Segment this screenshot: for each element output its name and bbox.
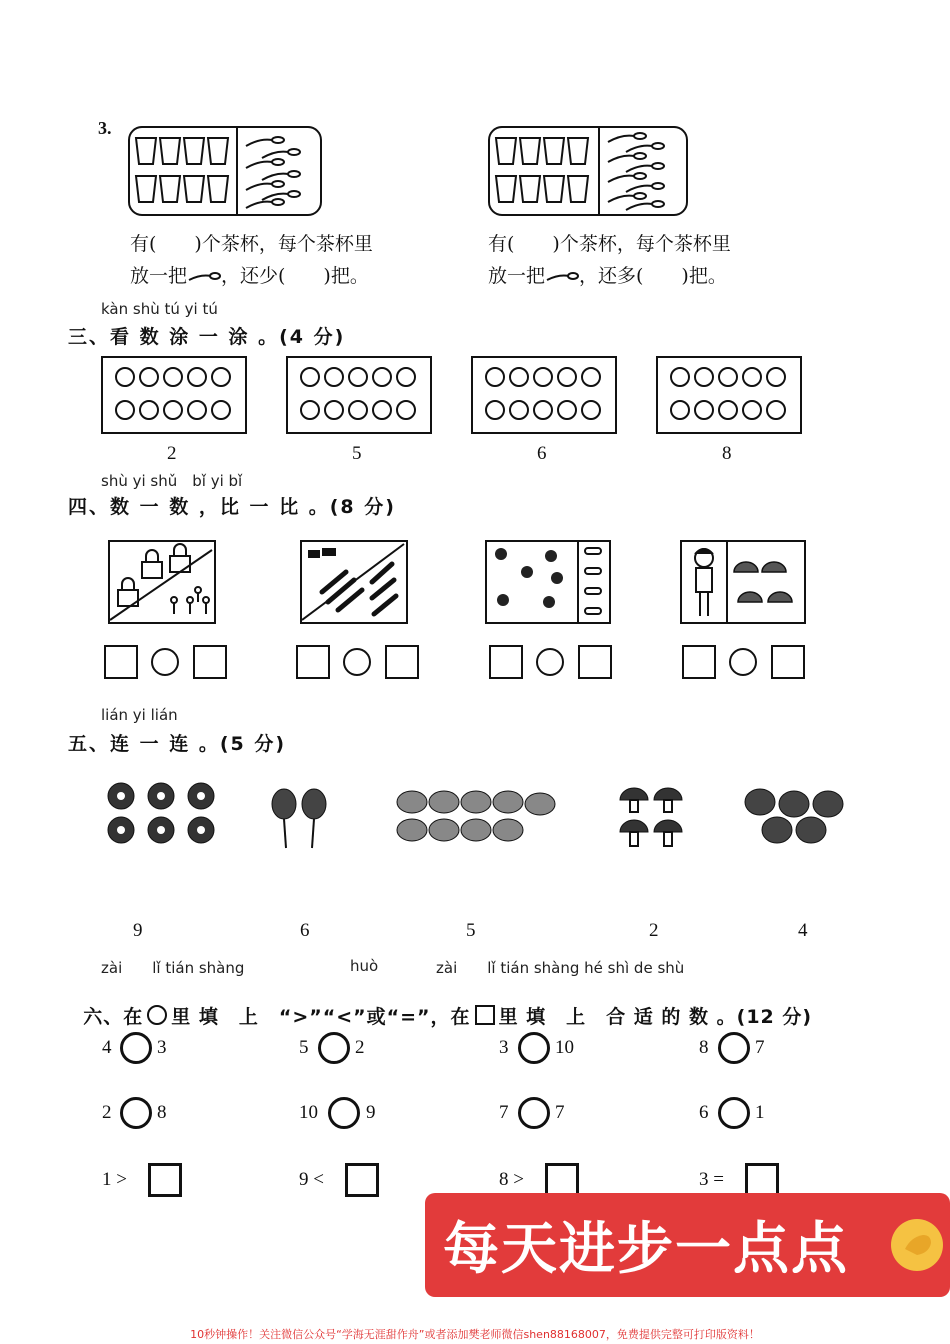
left-number: 7 — [499, 1102, 509, 1123]
right-number: 2 — [355, 1037, 365, 1058]
compare-circle[interactable] — [718, 1032, 750, 1064]
answer-box[interactable] — [578, 645, 612, 679]
compare-circle[interactable] — [151, 648, 179, 676]
left-number: 3 — [499, 1037, 509, 1058]
inequality-prefix: 8 > — [499, 1169, 524, 1190]
compare-circle[interactable] — [718, 1097, 750, 1129]
compare-circle[interactable] — [120, 1032, 152, 1064]
pencils-picture — [300, 540, 408, 624]
section6-pinyin: huò — [350, 957, 379, 975]
flower-icon-group — [103, 780, 221, 852]
match-number: 5 — [466, 920, 476, 941]
circle-box-4 — [656, 356, 802, 434]
section4-pinyin: shù yi shǔ bǐ yi bǐ — [101, 472, 243, 490]
right-number: 7 — [555, 1102, 565, 1123]
compare-circle[interactable] — [729, 648, 757, 676]
left-number: 10 — [299, 1102, 318, 1123]
mushroom-icon-group — [618, 786, 688, 852]
section4-title: 四、数 一 数 ，比 一 比 。(8 分) — [68, 496, 396, 518]
circle-icon — [147, 1005, 167, 1025]
compare-circle[interactable] — [120, 1097, 152, 1129]
spoon-icon — [187, 270, 221, 284]
square-icon — [475, 1005, 495, 1025]
footer-note: 10秒钟操作！关注微信公众号“学海无涯甜作舟”或者添加樊老师微信shen88168007，免费提供完整可打印版资料！ — [190, 1328, 760, 1341]
color-count: 5 — [352, 443, 362, 464]
q3-left-line2 — [130, 261, 369, 288]
answer-box[interactable] — [296, 645, 330, 679]
balloon-icon-group — [270, 788, 330, 850]
left-number: 4 — [102, 1037, 112, 1058]
compare-circle[interactable] — [343, 648, 371, 676]
spoon-icon-group — [604, 132, 682, 212]
color-count: 6 — [537, 443, 547, 464]
cups-spoons-box-left — [128, 126, 322, 216]
puppy-icon — [487, 542, 609, 622]
left-number: 8 — [699, 1037, 709, 1058]
color-count: 8 — [722, 443, 732, 464]
compare-circle[interactable] — [518, 1032, 550, 1064]
left-number: 6 — [699, 1102, 709, 1123]
q3-right-line2 — [488, 261, 727, 288]
circle-row — [483, 400, 603, 422]
motivation-banner — [425, 1193, 950, 1297]
circle-row — [298, 367, 418, 389]
match-number: 6 — [300, 920, 310, 941]
q3-left-line2-text: 放一把 — [130, 265, 188, 287]
spoon-icon-group — [242, 132, 318, 212]
answer-box[interactable] — [745, 1163, 779, 1197]
section3-pinyin: kàn shù tú yi tú — [101, 300, 218, 318]
left-number: 2 — [102, 1102, 112, 1123]
answer-box[interactable] — [545, 1163, 579, 1197]
circle-row — [113, 400, 233, 422]
circle-row — [483, 367, 603, 389]
color-count: 2 — [167, 443, 177, 464]
q3-right-line2-tail: ，还多( )把。 — [579, 265, 727, 287]
answer-box[interactable] — [682, 645, 716, 679]
circle-row — [113, 367, 233, 389]
circle-row — [668, 400, 788, 422]
boy-caps-picture — [680, 540, 806, 624]
cups-spoons-box-right — [488, 126, 688, 216]
thumbs-up-icon — [887, 1215, 947, 1275]
section6-pinyin: zài lǐ tián shàng — [101, 959, 245, 977]
chrysanthemum-icon-group — [396, 788, 558, 846]
spoon-icon — [545, 270, 579, 284]
q3-left-line2-tail: ，还少( )把。 — [221, 265, 369, 287]
section5-pinyin: lián yi lián — [101, 706, 178, 724]
section3-title: 三、看 数 涂 一 涂 。(4 分) — [68, 326, 346, 348]
right-number: 8 — [157, 1102, 167, 1123]
pencil-icon — [302, 542, 406, 622]
circle-box-3 — [471, 356, 617, 434]
answer-box[interactable] — [193, 645, 227, 679]
match-number: 9 — [133, 920, 143, 941]
q3-left-line1: 有( )个茶杯，每个茶杯里 — [130, 233, 373, 255]
right-number: 7 — [755, 1037, 765, 1058]
section6-title-c: 里 填 上 合 适 的 数 。(12 分) — [498, 1006, 813, 1028]
right-number: 9 — [366, 1102, 376, 1123]
circle-row — [668, 367, 788, 389]
answer-box[interactable] — [771, 645, 805, 679]
match-number: 4 — [798, 920, 808, 941]
section6-title-a: 六、在 — [83, 1006, 144, 1028]
answer-box[interactable] — [489, 645, 523, 679]
compare-circle[interactable] — [536, 648, 564, 676]
lock-icon — [110, 542, 214, 622]
inequality-prefix: 1 > — [102, 1169, 127, 1190]
right-number: 10 — [555, 1037, 574, 1058]
circle-row — [298, 400, 418, 422]
q3-right-line1: 有( )个茶杯，每个茶杯里 — [488, 233, 731, 255]
cap-icon — [682, 542, 804, 622]
match-number: 2 — [649, 920, 659, 941]
answer-box[interactable] — [148, 1163, 182, 1197]
circle-box-1 — [101, 356, 247, 434]
right-number: 3 — [157, 1037, 167, 1058]
inequality-prefix: 9 < — [299, 1169, 324, 1190]
banner-text: 每天进步一点点 — [443, 1217, 849, 1282]
answer-box[interactable] — [385, 645, 419, 679]
question-number: 3. — [98, 118, 112, 138]
cup-icon-group — [134, 134, 234, 210]
left-number: 5 — [299, 1037, 309, 1058]
inequality-prefix: 3 = — [699, 1169, 724, 1190]
section6-title — [68, 980, 812, 1029]
compare-circle[interactable] — [318, 1032, 350, 1064]
section5-title: 五、连 一 连 。(5 分) — [68, 733, 287, 755]
answer-box[interactable] — [345, 1163, 379, 1197]
compare-circle[interactable] — [328, 1097, 360, 1129]
compare-circle[interactable] — [518, 1097, 550, 1129]
cup-icon-group — [494, 134, 594, 210]
tomato-icon-group — [744, 786, 846, 848]
section6-pinyin: zài lǐ tián shàng hé shì de shù — [436, 959, 685, 977]
answer-box[interactable] — [104, 645, 138, 679]
circle-box-2 — [286, 356, 432, 434]
section6-title-b: 里 填 上 “>”“<”或“=”，在 — [171, 1006, 471, 1028]
right-number: 1 — [755, 1102, 765, 1123]
puppies-bones-picture — [485, 540, 611, 624]
locks-keys-picture — [108, 540, 216, 624]
q3-right-line2-text: 放一把 — [488, 265, 546, 287]
